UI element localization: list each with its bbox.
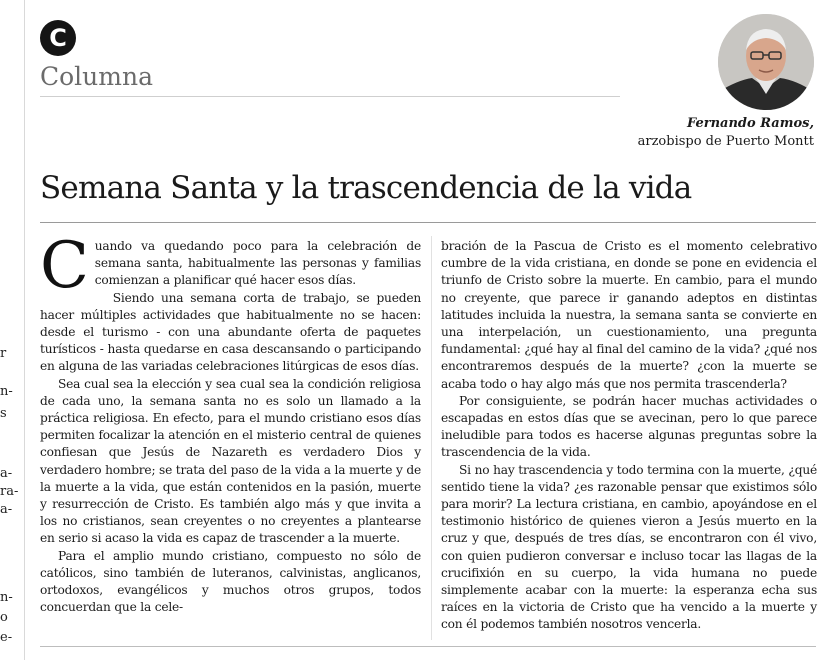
headline: Semana Santa y la trascendencia de la vida — [40, 170, 692, 206]
author-photo — [718, 14, 814, 110]
author-name: Fernando Ramos, — [686, 116, 814, 131]
article-paragraph: Siendo una semana corta de trabajo, se pueden hacer múltiples actividades que habitualmente no se hacen: desde el turismo - con una abundante oferta de paquetes turísticos - hasta quedarse en casa descansando o participando en alguna de las variadas celebraciones litúrgicas de esos días. — [40, 290, 421, 374]
column-divider — [431, 236, 432, 640]
bottom-rule — [40, 646, 816, 647]
article-paragraph: Para el amplio mundo cristiano, compuesto no sólo de católicos, sino también de luteranos, calvinistas, anglicanos, ortodoxos, evangélicos y muchos otros grupos, todos concuerdan que la cele- — [40, 548, 421, 615]
prev-fragment-text: ra- — [0, 484, 19, 499]
prev-fragment-text: a- — [0, 466, 13, 481]
article-column-left — [40, 229, 421, 616]
article-column-right — [441, 238, 817, 634]
article-paragraph: Sea cual sea la elección y sea cual sea la condición religiosa de cada uno, la semana santa no es solo un llamado a la práctica religiosa. En efecto, para el mundo cristiano esos días permiten focalizar la atención en el misterio central de quienes confiesan que Jesús de Nazareth es verdadero Dios y verdadero hombre; se trata del paso de la vida a la muerte y de la muerte a la vida, que están contenidos en la pasión, muerte y resurrección de Cristo. Es también algo más y que invita a los no cristianos, sean creyentes o no creyentes a plantearse en serio si acaso la vida es capaz de trascender a la muerte. — [40, 376, 421, 546]
section-rule — [40, 96, 620, 97]
prev-fragment-text: s — [0, 406, 7, 421]
section-label: Columna — [40, 62, 153, 91]
prev-fragment-text: e- — [0, 630, 13, 645]
previous-column-fragment — [0, 0, 22, 660]
prev-fragment-text: o — [0, 610, 8, 625]
section-badge: C — [40, 20, 76, 56]
article-paragraph: Por consiguiente, se podrán hacer muchas actividades o escapadas en estos días que se avecinan, pero lo que parece ineludible para todos es hacerse algunas preguntas sobre la trascendencia de la vida. — [441, 393, 817, 460]
prev-fragment-text: n- — [0, 590, 13, 605]
article-paragraph: Si no hay trascendencia y todo termina con la muerte, ¿qué sentido tiene la vida? ¿es razonable pensar que existimos sólo para morir? La lectura cristiana, en cambio, apoyándose en el testimonio histórico de quienes vieron a Jesús muerto en la cruz y que, después de tres días, se encontraron con él vivo, con quien pudieron conversar e incluso tocar las llagas de la crucifixión en su cuerpo, la vida humana no puede simplemente acabar con la muerte: la esperanza echa sus raíces en la victoria de Cristo que ha vencido a la muerte y con él podemos también nosotros vencerla. — [441, 462, 817, 632]
prev-fragment-text: n- — [0, 384, 13, 399]
article-paragraph: bración de la Pascua de Cristo es el momento celebrativo cumbre de la vida cristiana, en donde se pone en evidencia el triunfo de Cristo sobre la muerte. En cambio, para el mundo no creyente, que parece ir ganando adeptos en distintas latitudes incluida la nuestra, la semana santa se convierte en una interpelación, un cuestionamiento, una pregunta fundamental: ¿qué hay al final del camino de la vida? ¿qué nos encontraremos después de la muerte? ¿con la muerte se acaba todo o hay algo más que nos permita trascenderla? — [441, 239, 817, 391]
author-title: arzobispo de Puerto Montt — [637, 134, 814, 149]
prev-fragment-text: r — [0, 346, 7, 361]
headline-rule — [40, 222, 816, 223]
prev-fragment-text: a- — [0, 502, 13, 517]
paragraph-text: uando va quedando poco para la celebración de semana santa, habitualmente las personas y familias comienzan a planificar qué hacer esos días. — [94, 239, 421, 288]
article-paragraph — [40, 229, 421, 303]
drop-cap: C — [40, 229, 89, 303]
column-separator-rule — [24, 0, 25, 660]
